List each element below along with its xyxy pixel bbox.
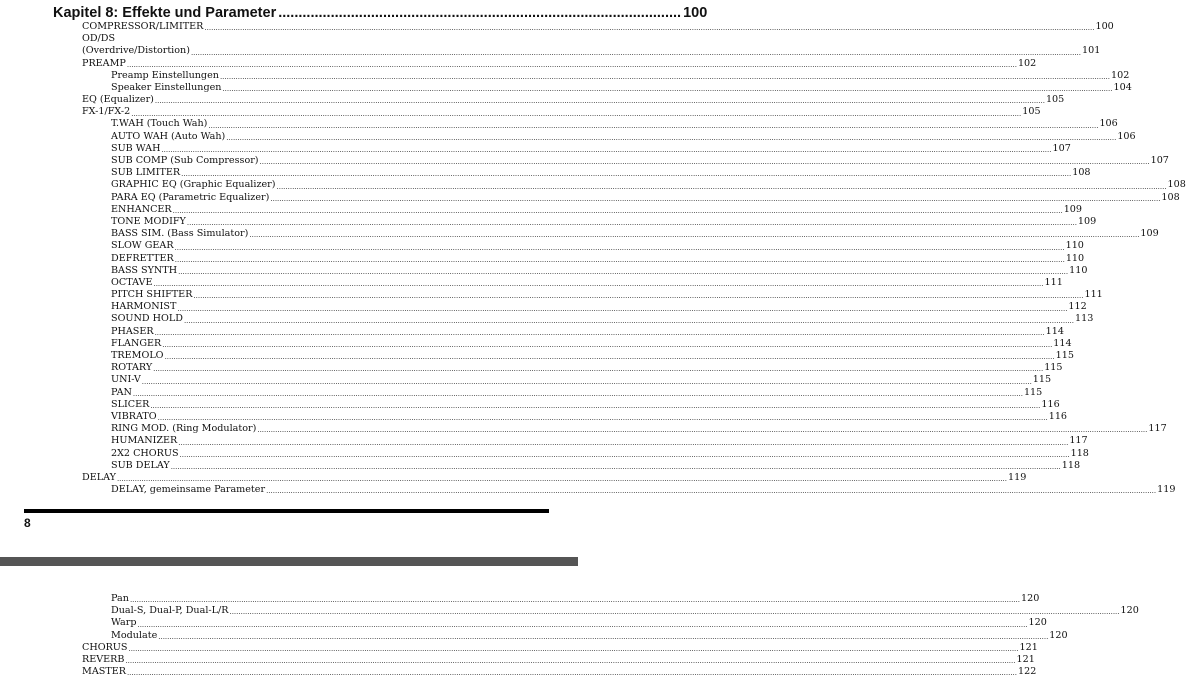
- toc-entry[interactable]: [82, 629, 1068, 642]
- toc-entry-title: Preamp Einstellungen: [111, 69, 219, 81]
- toc-entry-page: 115: [1055, 350, 1074, 362]
- document-page-bottom: [0, 566, 1139, 678]
- toc-entry-page: 118: [1070, 447, 1089, 459]
- toc-entry-page: 115: [1023, 386, 1043, 398]
- toc-entry-title: OD/DS: [82, 33, 116, 45]
- toc-entry-title: TREMOLO: [111, 350, 164, 362]
- toc-leader-dots: ................................................................................................................................................................................................................................................................................................................................................................................................................: [183, 316, 1074, 325]
- toc-entry[interactable]: [82, 447, 1089, 460]
- toc-leader-dots: ................................................................................................................................................................................................................................................................................................................................................................................................................: [174, 255, 1065, 264]
- toc-entry[interactable]: [82, 228, 1159, 240]
- footer-rule: [24, 509, 549, 513]
- toc-entry-page: 111: [1044, 276, 1063, 288]
- toc-entry[interactable]: [82, 386, 1043, 399]
- toc-entry-title: SLOW GEAR: [111, 240, 174, 252]
- toc-entry-page: 113: [1075, 313, 1094, 325]
- toc-entry[interactable]: [82, 653, 1035, 666]
- toc-entry-title: CHORUS: [82, 641, 128, 653]
- toc-entry-page: 122: [1018, 666, 1037, 678]
- toc-entry-page: 119: [1008, 471, 1027, 483]
- toc-entry-page: 108: [1167, 179, 1186, 191]
- toc-leader-dots: ................................................................................................................................................................................................................................................................................................................................................................................................................: [129, 596, 1020, 605]
- toc-entry-page: 120: [1120, 605, 1139, 617]
- toc-leader-dots: ................................................................................................................................................................................................................................................................................................................................................................................................................: [154, 97, 1045, 106]
- toc-entry[interactable]: [82, 641, 1038, 654]
- toc-entry[interactable]: [82, 666, 1037, 678]
- toc-entry-title: REVERB: [82, 653, 125, 665]
- toc-entry-title: SUB WAH: [111, 142, 161, 154]
- toc-entry[interactable]: [82, 350, 1074, 362]
- toc-entry-title: FX-1/FX-2: [82, 106, 131, 118]
- toc-entry-title: OCTAVE: [111, 276, 153, 288]
- toc-leader-dots: ................................................................................................................................................................................................................................................................................................................................................................................................................: [178, 267, 1069, 276]
- chapter-leader-dots: ....................................................................................................: [278, 5, 682, 21]
- toc-entry-page: 115: [1044, 362, 1063, 374]
- toc-entry[interactable]: [82, 423, 1167, 435]
- toc-entry[interactable]: [82, 179, 1186, 191]
- toc-leader-dots: ................................................................................................................................................................................................................................................................................................................................................................................................................: [257, 426, 1148, 435]
- toc-leader-dots: ................................................................................................................................................................................................................................................................................................................................................................................................................: [150, 402, 1041, 410]
- toc-entry[interactable]: [82, 289, 1103, 301]
- toc-entry-page: 111: [1084, 289, 1103, 301]
- toc-entry-title: ENHANCER: [111, 203, 172, 215]
- toc-entry-title: T.WAH (Touch Wah): [111, 118, 208, 130]
- toc-entry-title: DELAY: [82, 471, 116, 483]
- toc-entry-page: 120: [1028, 617, 1047, 629]
- toc-entry-page: 105: [1045, 94, 1065, 106]
- toc-leader-dots: ................................................................................................................................................................................................................................................................................................................................................................................................................: [126, 669, 1017, 678]
- toc-leader-dots: ................................................................................................................................................................................................................................................................................................................................................................................................................: [226, 133, 1117, 142]
- toc-entry-title: TONE MODIFY: [111, 215, 186, 227]
- toc-entry[interactable]: [82, 605, 1139, 617]
- toc-leader-dots: ................................................................................................................................................................................................................................................................................................................................................................................................................: [137, 620, 1028, 629]
- toc-leader-dots: ................................................................................................................................................................................................................................................................................................................................................................................................................: [190, 48, 1081, 57]
- toc-entry-page: 109: [1140, 228, 1159, 240]
- toc-entry-page: 112: [1068, 301, 1087, 313]
- toc-entry-page: 107: [1052, 142, 1071, 154]
- toc-entry[interactable]: [82, 155, 1169, 167]
- toc-entry-title: SOUND HOLD: [111, 313, 183, 325]
- toc-entry-title: ROTARY: [111, 362, 153, 374]
- toc-entry[interactable]: [82, 191, 1180, 204]
- toc-leader-dots: ................................................................................................................................................................................................................................................................................................................................................................................................................: [116, 475, 1007, 484]
- toc-leader-dots: ................................................................................................................................................................................................................................................................................................................................................................................................................: [222, 85, 1113, 94]
- toc-entry[interactable]: [82, 118, 1118, 131]
- toc-entry-page: 107: [1150, 155, 1169, 167]
- toc-entry-page: 114: [1053, 337, 1072, 349]
- toc-leader-dots: ................................................................................................................................................................................................................................................................................................................................................................................................................: [164, 353, 1055, 362]
- toc-entry-title: 2X2 CHORUS: [111, 447, 179, 459]
- toc-entry-title: GRAPHIC EQ (Graphic Equalizer): [111, 179, 276, 191]
- toc-entry[interactable]: [82, 435, 1088, 447]
- toc-leader-dots: ................................................................................................................................................................................................................................................................................................................................................................................................................: [266, 487, 1157, 496]
- toc-leader-dots: ................................................................................................................................................................................................................................................................................................................................................................................................................: [132, 389, 1023, 398]
- toc-entry[interactable]: [82, 484, 1176, 496]
- toc-entry-page: 120: [1020, 592, 1040, 604]
- chapter-heading[interactable]: [53, 4, 708, 22]
- toc-leader-dots: ................................................................................................................................................................................................................................................................................................................................................................................................................: [172, 207, 1063, 215]
- toc-entry-title: FLANGER: [111, 337, 162, 349]
- toc-entry-page: 108: [1072, 167, 1091, 179]
- toc-leader-dots: ................................................................................................................................................................................................................................................................................................................................................................................................................: [219, 72, 1110, 81]
- page-number: 8: [24, 516, 31, 530]
- toc-entry-title: PHASER: [111, 325, 154, 337]
- toc-leader-dots: ................................................................................................................................................................................................................................................................................................................................................................................................................: [162, 341, 1053, 350]
- toc-leader-dots: ................................................................................................................................................................................................................................................................................................................................................................................................................: [249, 231, 1140, 240]
- toc-entry[interactable]: [82, 106, 1041, 118]
- toc-entry[interactable]: [82, 20, 1114, 33]
- toc-leader-dots: ................................................................................................................................................................................................................................................................................................................................................................................................................: [181, 170, 1072, 179]
- toc-entry-title: HUMANIZER: [111, 435, 178, 447]
- toc-entry[interactable]: [82, 313, 1094, 326]
- toc-entry-title: MASTER: [82, 666, 126, 678]
- toc-leader-dots: ................................................................................................................................................................................................................................................................................................................................................................................................................: [204, 24, 1095, 33]
- toc-entry[interactable]: [82, 167, 1091, 179]
- toc-entry-title: VIBRATO: [111, 410, 157, 422]
- toc-entry[interactable]: [82, 81, 1132, 94]
- toc-list-top: [82, 20, 1186, 496]
- toc-leader-dots: ................................................................................................................................................................................................................................................................................................................................................................................................................: [158, 632, 1049, 641]
- toc-entry[interactable]: [82, 33, 516, 45]
- toc-entry-title: BASS SIM. (Bass Simulator): [111, 228, 249, 240]
- page-divider: [0, 557, 578, 566]
- toc-entry[interactable]: [82, 57, 1037, 70]
- toc-entry-page: 115: [1032, 374, 1052, 386]
- toc-leader-dots: ................................................................................................................................................................................................................................................................................................................................................................................................................: [170, 462, 1061, 471]
- toc-entry-page: 116: [1048, 410, 1068, 422]
- toc-leader-dots: ................................................................................................................................................................................................................................................................................................................................................................................................................: [141, 377, 1032, 386]
- toc-entry-title: DEFRETTER: [111, 252, 174, 264]
- toc-leader-dots: ................................................................................................................................................................................................................................................................................................................................................................................................................: [177, 304, 1068, 313]
- toc-entry-title: HARMONIST: [111, 301, 177, 313]
- toc-entry[interactable]: [82, 398, 1060, 411]
- toc-leader-dots: ................................................................................................................................................................................................................................................................................................................................................................................................................: [157, 414, 1048, 423]
- toc-entry-page: 110: [1065, 240, 1084, 252]
- toc-leader-dots: ................................................................................................................................................................................................................................................................................................................................................................................................................: [131, 109, 1022, 118]
- toc-leader-dots: ................................................................................................................................................................................................................................................................................................................................................................................................................: [193, 292, 1084, 301]
- toc-entry[interactable]: [82, 301, 1087, 313]
- toc-entry[interactable]: [82, 337, 1072, 350]
- toc-entry-title: RING MOD. (Ring Modulator): [111, 423, 257, 435]
- toc-entry-page: 108: [1161, 191, 1180, 203]
- toc-entry-title: SUB LIMITER: [111, 167, 181, 179]
- toc-leader-dots: ................................................................................................................................................................................................................................................................................................................................................................................................................: [270, 194, 1161, 203]
- toc-entry[interactable]: [82, 374, 1052, 386]
- chapter-title: Kapitel 8: Effekte und Parameter: [53, 5, 277, 21]
- toc-entry-title: Speaker Einstellungen: [111, 81, 222, 93]
- toc-entry-title: SLICER: [111, 398, 150, 410]
- toc-entry[interactable]: [82, 240, 1084, 252]
- toc-entry[interactable]: [82, 142, 1071, 155]
- toc-entry-page: 120: [1049, 629, 1068, 641]
- toc-entry-page: 114: [1045, 325, 1064, 337]
- toc-entry[interactable]: [82, 130, 1136, 143]
- toc-entry-title: DELAY, gemeinsame Parameter: [111, 484, 266, 496]
- toc-entry-page: 102: [1110, 69, 1130, 81]
- toc-entry-page: 121: [1016, 653, 1035, 665]
- toc-entry-page: 106: [1099, 118, 1118, 130]
- toc-leader-dots: ................................................................................................................................................................................................................................................................................................................................................................................................................: [125, 657, 1016, 666]
- toc-entry[interactable]: [82, 252, 1085, 265]
- toc-leader-dots: ................................................................................................................................................................................................................................................................................................................................................................................................................: [174, 243, 1065, 252]
- toc-entry-page: 118: [1061, 459, 1081, 471]
- toc-entry-title: PAN: [111, 386, 132, 398]
- chapter-page-number: 100: [683, 5, 708, 21]
- toc-entry[interactable]: [82, 471, 1027, 484]
- toc-entry-title: COMPRESSOR/LIMITER: [82, 20, 204, 32]
- toc-entry-page: 101: [1082, 45, 1101, 57]
- toc-leader-dots: ................................................................................................................................................................................................................................................................................................................................................................................................................: [179, 450, 1070, 459]
- toc-entry-page: 100: [1095, 20, 1114, 32]
- toc-leader-dots: ................................................................................................................................................................................................................................................................................................................................................................................................................: [154, 328, 1045, 337]
- toc-entry-title: PITCH SHIFTER: [111, 289, 193, 301]
- toc-entry[interactable]: [82, 94, 1065, 106]
- toc-entry-title: Modulate: [111, 629, 158, 641]
- toc-entry-page: 104: [1113, 81, 1132, 93]
- toc-entry-page: 121: [1019, 641, 1038, 653]
- toc-entry[interactable]: [82, 325, 1064, 338]
- toc-entry-title: Warp: [111, 617, 137, 629]
- toc-entry[interactable]: [82, 69, 1130, 82]
- toc-entry-page: 117: [1148, 423, 1167, 435]
- toc-entry-title: Dual-S, Dual-P, Dual-L/R: [111, 605, 229, 617]
- toc-entry-title: PARA EQ (Parametric Equalizer): [111, 191, 270, 203]
- toc-entry-title: UNI-V: [111, 374, 141, 386]
- toc-entry-title: PREAMP: [82, 57, 126, 69]
- toc-leader-dots: ................................................................................................................................................................................................................................................................................................................................................................................................................: [208, 121, 1099, 130]
- toc-entry-page: 116: [1041, 398, 1060, 410]
- toc-leader-dots: ................................................................................................................................................................................................................................................................................................................................................................................................................: [128, 644, 1019, 653]
- toc-entry[interactable]: [82, 264, 1088, 277]
- toc-entry-title: SUB DELAY: [111, 459, 170, 471]
- toc-entry-title: EQ (Equalizer): [82, 94, 154, 106]
- toc-entry[interactable]: [82, 617, 1047, 629]
- toc-entry-title: SUB COMP (Sub Compressor): [111, 155, 259, 167]
- toc-entry-page: 102: [1017, 57, 1037, 69]
- toc-entry[interactable]: [82, 203, 1083, 216]
- toc-entry[interactable]: [82, 45, 1101, 57]
- toc-entry[interactable]: [82, 592, 1040, 605]
- toc-leader-dots: ................................................................................................................................................................................................................................................................................................................................................................................................................: [153, 365, 1044, 374]
- toc-leader-dots: ................................................................................................................................................................................................................................................................................................................................................................................................................: [161, 146, 1052, 155]
- toc-entry-page: 117: [1069, 435, 1088, 447]
- toc-entry[interactable]: [82, 459, 1081, 472]
- toc-entry-title: BASS SYNTH: [111, 264, 178, 276]
- toc-entry[interactable]: [82, 276, 1063, 289]
- toc-leader-dots: ................................................................................................................................................................................................................................................................................................................................................................................................................: [229, 608, 1120, 617]
- toc-entry-page: 119: [1157, 484, 1176, 496]
- toc-list-bottom: [82, 592, 1139, 678]
- toc-leader-dots: ................................................................................................................................................................................................................................................................................................................................................................................................................: [153, 280, 1044, 289]
- toc-entry-title: Pan: [111, 592, 129, 604]
- toc-leader-dots: ................................................................................................................................................................................................................................................................................................................................................................................................................: [259, 158, 1150, 167]
- toc-entry[interactable]: [82, 410, 1068, 423]
- toc-leader-dots: ................................................................................................................................................................................................................................................................................................................................................................................................................: [276, 182, 1167, 191]
- toc-entry[interactable]: [82, 215, 1097, 228]
- toc-leader-dots: ................................................................................................................................................................................................................................................................................................................................................................................................................: [178, 438, 1069, 447]
- toc-leader-dots: ................................................................................................................................................................................................................................................................................................................................................................................................................: [186, 219, 1077, 228]
- toc-entry-page: 110: [1069, 264, 1088, 276]
- toc-entry-page: 105: [1022, 106, 1041, 118]
- toc-entry[interactable]: [82, 362, 1063, 374]
- toc-entry-page: 109: [1063, 203, 1083, 215]
- toc-entry-page: 110: [1065, 252, 1085, 264]
- toc-leader-dots: ................................................................................................................................................................................................................................................................................................................................................................................................................: [126, 60, 1017, 69]
- toc-entry-title: AUTO WAH (Auto Wah): [111, 130, 226, 142]
- toc-entry-title: (Overdrive/Distortion): [82, 45, 190, 57]
- toc-entry-page: 109: [1077, 215, 1097, 227]
- toc-entry-page: 106: [1117, 130, 1136, 142]
